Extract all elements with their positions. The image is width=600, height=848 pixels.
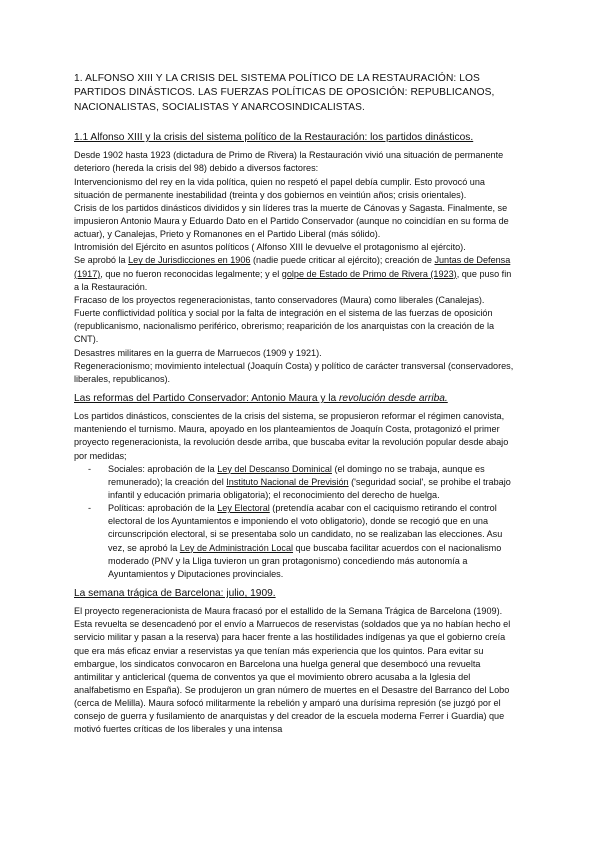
section-heading-1: 1.1 Alfonso XIII y la crisis del sistema político de la Restauración: los partidos dinásticos. xyxy=(74,132,474,144)
underlined-term: golpe de Estado de Primo de Rivera (1923) xyxy=(281,268,457,279)
text-run: (pretendía acabar con el caciquismo retirando el control electoral de los Ayuntamientos e imponiendo el voto obligatorio), donde se recogió que en una circunscripción electoral, si se presentaba solo un candidato, no se realizaban las elecciones. Asu vez, se aprobó la xyxy=(108,503,503,553)
paragraph-factor-2: Crisis de los partidos dinásticos divididos y sin líderes tras la muerte de Cánovas y Sagasta. Finalmente, se impusieron Antonio Maura y Eduardo Dato en el Partido Conservador (aunque no coincidían en su forma de actuar), y Canalejas, Prieto y Romanones en el Partido Liberal (más sólido). xyxy=(74,202,509,240)
underlined-term: Ley de Jurisdicciones en 1906 xyxy=(128,255,251,266)
text-run: ('seguridad social', se prohibe el trabajo infantil y educación primaria obligatoria); el reconocimiento del derecho de huelga. xyxy=(108,476,511,500)
paragraph-intro-2: Los partidos dinásticos, conscientes de la crisis del sistema, se propusieron reformar el régimen canovista, manteniendo el turnismo. Maura, apoyado en los planteamientos de Joaquín Costa, protagonizó el primer proyecto regeneracionista, la revolución desde arriba, que buscaba evitar la revolución popular desde abajo por medidas; xyxy=(74,411,509,461)
heading-text: Las reformas del Partido Conservador: Antonio Maura y la xyxy=(74,393,340,405)
underlined-term: Ley de Administración Local xyxy=(179,542,294,553)
underlined-term: Juntas de Defensa (1917) xyxy=(74,255,511,279)
text-run: , que no fueron reconocidas legalmente; y el xyxy=(100,268,282,279)
bullet-dash: - xyxy=(88,503,92,514)
section-heading-3: La semana trágica de Barcelona: julio, 1909. xyxy=(74,588,276,600)
paragraph-semana-tragica: El proyecto regeneracionista de Maura fracasó por el estallido de la Semana Trágica de Barcelona (1909). Esta revuelta se desencadenó por el envío a Marruecos de reservistas (soldados que ya no habían hecho el servicio militar y pasan a la reserva) para hacer frente a las hostilidades indígenas ya que el gobierno creía que era más eficaz enviar a reservistas ya que tenían más experiencia que los quintos. Para evitar su embargue, los sindicatos convocaron en Barcelona una huelga general que desembocó una revuelta antimilitar y anticlerical (quema de conventos ya que el movimiento obrero acusaba a la Iglesia del analfabetismo en España). Se produjeron un gran número de muertes en el Desastre del Barranco del Lobo (cerca de Melilla). Maura sofocó militarmente la rebelión y amparó una durísima represión (se juzgó por el consejo de guerra y fusilamiento de anarquistas y del creador de la escuela moderna Ferrer i Guardia) que motivó fuertes críticas de los liberales y una intensa xyxy=(74,606,511,735)
bullet-item-politicas xyxy=(74,502,514,581)
text-run: que buscaba facilitar acuerdos con el nacionalismo moderado (PNV y la Lliga tuvieron un gran protagonismo) concediendo más autonomía a Ayuntamientos y Diputaciones provinciales. xyxy=(108,542,502,579)
text-run: Sociales: aprobación de la xyxy=(108,463,218,474)
text-run: (nadie puede criticar al ejército); creación de xyxy=(250,255,435,266)
paragraph-factor-8: Regeneracionismo; movimiento intelectual (Joaquín Costa) y político de carácter transversal (conservadores, liberales, republicanos). xyxy=(74,360,514,384)
paragraph-factor-1: Intervencionismo del rey en la vida política, quien no respetó el papel debía cumplir. Esto provocó una situación de permanente inestabilidad (treinta y dos gobiernos en veintiún años; crisis orientales). xyxy=(74,176,485,200)
document-title: 1. ALFONSO XIII Y LA CRISIS DEL SISTEMA POLÍTICO DE LA RESTAURACIÓN: LOS PARTIDOS DINÁSTICOS. LAS FUERZAS POLÍTICAS DE OPOSICIÓN: REPUBLICANOS, NACIONALISTAS, SOCIALISTAS Y ANARCOSINDICALISTAS. xyxy=(74,73,495,113)
paragraph-factor-7: Desastres militares en la guerra de Marruecos (1909 y 1921). xyxy=(74,347,322,358)
bullet-text xyxy=(108,502,514,581)
bullet-dash: - xyxy=(88,463,92,474)
bullet-item-sociales xyxy=(74,463,514,502)
paragraph-factor-3: Intromisión del Ejército en asuntos políticos ( Alfonso XIII le devuelve el protagonismo al ejército). xyxy=(74,242,466,253)
heading-italic-text: revolución desde arriba. xyxy=(339,393,448,405)
paragraph-factor-4 xyxy=(74,254,514,293)
paragraph-intro-1: Desde 1902 hasta 1923 (dictadura de Primo de Rivera) la Restauración vivió una situación de permanente deterioro (hereda la crisis del 98) debido a diversos factores: xyxy=(74,150,504,174)
text-run: , que puso fin a la Restauración. xyxy=(74,268,512,292)
text-run: (el domingo no se trabaja, aunque es remunerado); la creación del xyxy=(108,463,485,487)
underlined-term: Ley Electoral xyxy=(217,503,270,514)
paragraph-factor-5: Fracaso de los proyectos regeneracionistas, tanto conservadores (Maura) como liberales (Canalejas). xyxy=(74,294,485,305)
section-heading-2 xyxy=(74,392,514,406)
text-run: Políticas: aprobación de la xyxy=(108,503,218,514)
underlined-term: Ley del Descanso Dominical xyxy=(217,463,332,474)
text-run: Se aprobó la xyxy=(74,255,129,266)
bullet-text xyxy=(108,463,514,502)
paragraph-factor-6: Fuerte conflictividad política y social por la falta de integración en el sistema de las fuerzas de oposición (republicanismo, nacionalismo periférico, obrerismo; reaparición de los anarquistas con la creación de la CNT). xyxy=(74,308,495,345)
underlined-term: Instituto Nacional de Previsión xyxy=(226,476,349,487)
